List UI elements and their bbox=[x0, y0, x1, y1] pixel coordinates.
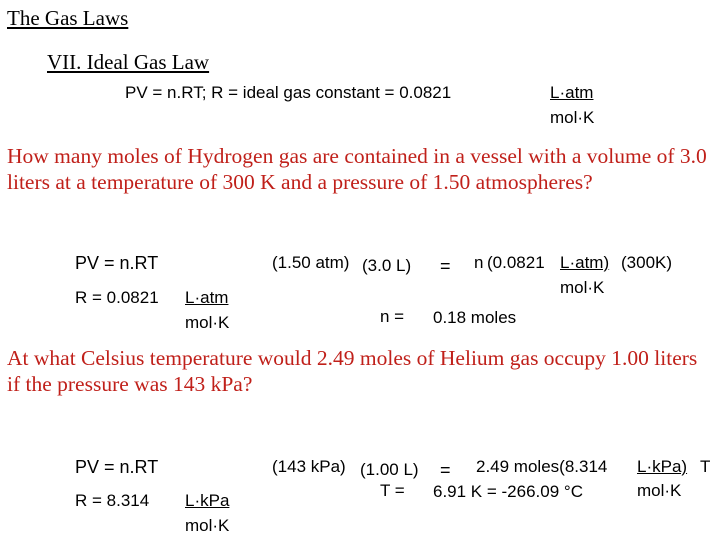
section-subtitle: VII. Ideal Gas Law bbox=[47, 50, 210, 74]
problem-1-rhs-unit-denominator: mol·K bbox=[560, 278, 605, 297]
problem-1-equals: = bbox=[440, 256, 451, 276]
problem-1-r-unit-denominator: mol·K bbox=[185, 313, 230, 332]
problem-2-r-value: R = 8.314 bbox=[75, 491, 150, 510]
problem-2-lhs-pressure: (143 kPa) bbox=[272, 457, 346, 476]
ideal-gas-law-equation: PV = n.RT; R = ideal gas constant = 0.0821 bbox=[125, 83, 452, 102]
problem-2-r-unit-denominator: mol·K bbox=[185, 516, 230, 535]
problem-2-question: At what Celsius temperature would 2.49 moles of Helium gas occupy 1.00 liters if the pressure was 143 kPa? bbox=[7, 346, 698, 396]
problem-1-lhs-volume: (3.0 L) bbox=[362, 256, 412, 275]
problem-2-equals: = bbox=[440, 460, 451, 480]
problem-2-answer-label: T = bbox=[380, 481, 405, 500]
problem-2-lhs-volume: (1.00 L) bbox=[360, 460, 419, 479]
problem-2-rhs-t: T bbox=[700, 457, 711, 476]
problem-1-answer-value: 0.18 moles bbox=[433, 308, 517, 327]
problem-1-rhs-n: n bbox=[474, 253, 484, 272]
problem-1-lhs-pressure: (1.50 atm) bbox=[272, 253, 350, 272]
problem-1-answer-label: n = bbox=[380, 307, 405, 326]
problem-1-rhs-constant: (0.0821 bbox=[487, 253, 545, 272]
problem-1-rhs-temperature: (300K) bbox=[621, 253, 673, 272]
problem-2-answer-value: 6.91 K = -266.09 °C bbox=[433, 482, 583, 501]
problem-1-r-unit-numerator: L·atm bbox=[185, 288, 229, 307]
problem-2-rhs-moles: 2.49 moles(8.314 bbox=[476, 457, 608, 476]
problem-1-rhs-unit-numerator: L·atm) bbox=[560, 253, 610, 272]
ideal-gas-constant-unit-denominator: mol·K bbox=[550, 108, 595, 127]
problem-2-rhs-unit-numerator: L·kPa) bbox=[637, 457, 688, 476]
problem-1-formula: PV = n.RT bbox=[75, 253, 159, 273]
page-title: The Gas Laws bbox=[7, 6, 129, 30]
problem-2-r-unit-numerator: L·kPa bbox=[185, 491, 230, 510]
ideal-gas-constant-unit-numerator: L·atm bbox=[550, 83, 594, 102]
problem-2-formula: PV = n.RT bbox=[75, 457, 159, 477]
problem-1-question: How many moles of Hydrogen gas are contained in a vessel with a volume of 3.0 liters at a temperature of 300 K and a pressure of 1.50 atmospheres? bbox=[7, 144, 707, 194]
problem-2-rhs-unit-denominator: mol·K bbox=[637, 481, 682, 500]
problem-1-r-value: R = 0.0821 bbox=[75, 288, 159, 307]
